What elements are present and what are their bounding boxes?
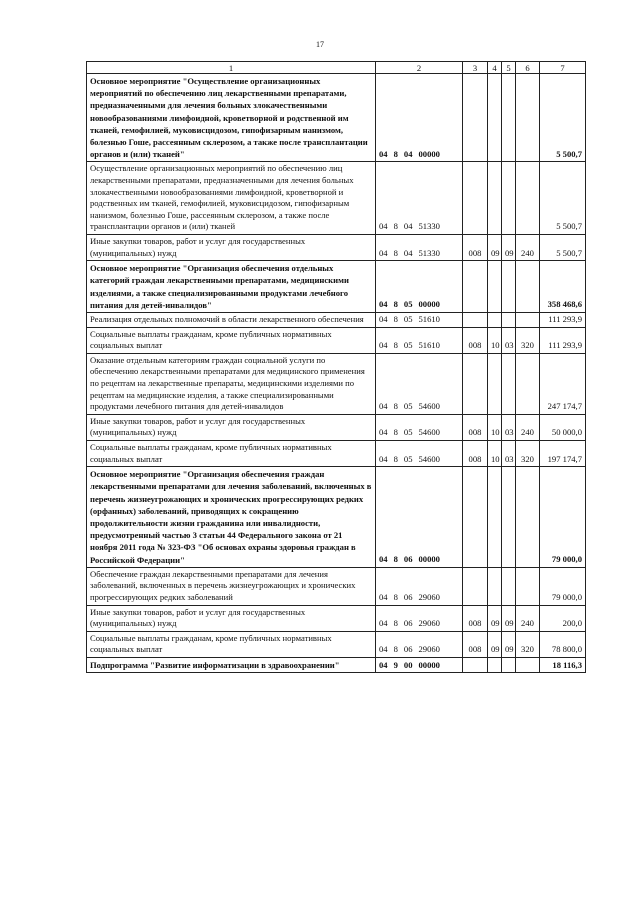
code-part: 8 [393, 313, 398, 324]
code-part: 05 [403, 299, 413, 310]
code-part: 00000 [418, 148, 440, 159]
code-part: 8 [393, 247, 398, 258]
code-part: 04 [379, 221, 388, 232]
row-vr [463, 353, 488, 414]
code-part: 04 [379, 340, 388, 351]
row-code [376, 605, 463, 631]
row-vr: 008 [463, 605, 488, 631]
code-part: 04 [403, 148, 413, 159]
column-header: 3 [463, 62, 488, 74]
row-st: 240 [516, 605, 540, 631]
row-code [376, 74, 463, 162]
row-name: Социальные выплаты гражданам, кроме публичных нормативных социальных выплат [87, 327, 376, 353]
table-row [87, 605, 586, 631]
row-rz: 09 [488, 631, 502, 657]
code-part: 06 [403, 618, 413, 629]
table-row [87, 312, 586, 327]
page-number: 17 [316, 40, 324, 49]
row-rz [488, 657, 502, 672]
code-part: 29060 [418, 591, 440, 602]
table-row [87, 567, 586, 605]
row-sum: 50 000,0 [540, 414, 586, 440]
row-rz [488, 162, 502, 235]
code-part: 8 [393, 401, 398, 412]
row-pr [502, 261, 516, 313]
code-part: 04 [379, 591, 388, 602]
row-vr: 008 [463, 440, 488, 466]
column-header: 5 [502, 62, 516, 74]
row-code [376, 440, 463, 466]
column-header: 7 [540, 62, 586, 74]
row-sum: 197 174,7 [540, 440, 586, 466]
table-row [87, 414, 586, 440]
code-part: 8 [393, 340, 398, 351]
code-part: 00000 [418, 299, 440, 310]
row-vr: 008 [463, 327, 488, 353]
table-row [87, 657, 586, 672]
row-code [376, 631, 463, 657]
code-part: 04 [379, 247, 388, 258]
table-row [87, 631, 586, 657]
code-part: 05 [403, 427, 413, 438]
row-sum: 5 500,7 [540, 234, 586, 260]
row-rz [488, 353, 502, 414]
column-header: 4 [488, 62, 502, 74]
code-part: 51330 [418, 247, 440, 258]
code-part: 8 [393, 148, 398, 159]
code-part: 8 [393, 299, 398, 310]
row-code [376, 162, 463, 235]
row-name: Иные закупки товаров, работ и услуг для государственных (муниципальных) нужд [87, 414, 376, 440]
row-sum: 200,0 [540, 605, 586, 631]
row-name: Иные закупки товаров, работ и услуг для государственных (муниципальных) нужд [87, 605, 376, 631]
table-row [87, 440, 586, 466]
row-pr: 03 [502, 327, 516, 353]
row-vr: 008 [463, 631, 488, 657]
row-sum: 78 800,0 [540, 631, 586, 657]
row-st [516, 467, 540, 568]
code-part: 04 [403, 247, 413, 258]
row-rz [488, 261, 502, 313]
column-number-row [87, 62, 586, 74]
code-part: 54600 [418, 427, 440, 438]
row-rz: 10 [488, 327, 502, 353]
row-code [376, 261, 463, 313]
row-rz [488, 467, 502, 568]
code-part: 06 [403, 591, 413, 602]
code-part: 04 [379, 299, 388, 310]
code-part: 04 [379, 644, 388, 655]
row-sum: 358 468,6 [540, 261, 586, 313]
code-part: 8 [393, 453, 398, 464]
row-vr: 008 [463, 234, 488, 260]
row-st: 320 [516, 631, 540, 657]
row-rz [488, 567, 502, 605]
table-row [87, 234, 586, 260]
code-part: 05 [403, 401, 413, 412]
row-st: 320 [516, 327, 540, 353]
code-part: 06 [403, 554, 413, 565]
code-part: 05 [403, 453, 413, 464]
row-sum: 5 500,7 [540, 162, 586, 235]
row-code [376, 234, 463, 260]
row-name: Основное мероприятие "Организация обеспечения граждан лекарственными препаратами для лечения заболеваний, включенных в перечень жизнеугрожающих и хронических прогрессирующих редких (орфанных) заболеваний, приводящих к сокращению продолжительности жизни гражданина или инвалидности, предусмотренный частью 3 статьи 44 Федерального закона от 21 ноября 2011 года № 323-ФЗ "Об основах охраны здоровья граждан в Российской Федерации" [87, 467, 376, 568]
code-part: 04 [403, 221, 413, 232]
row-st [516, 261, 540, 313]
row-sum: 79 000,0 [540, 467, 586, 568]
row-name: Осуществление организационных мероприятий по обеспечению лиц лекарственными препаратами, предназначенными для лечения больных злокачественными новообразованиями лимфоидной, кроветворной и родственных им тканей, гемофилией, муковисцидозом, гипофизарным нанизмом, болезнью Гоше, рассеянным склерозом, а также после трансплантации органов и (или) тканей [87, 162, 376, 235]
code-part: 54600 [418, 401, 440, 412]
row-st: 240 [516, 414, 540, 440]
row-pr [502, 467, 516, 568]
row-vr: 008 [463, 414, 488, 440]
row-vr [463, 657, 488, 672]
table-row [87, 327, 586, 353]
row-name: Иные закупки товаров, работ и услуг для государственных (муниципальных) нужд [87, 234, 376, 260]
row-pr: 09 [502, 631, 516, 657]
row-sum: 111 293,9 [540, 312, 586, 327]
row-rz [488, 74, 502, 162]
table-row [87, 74, 586, 162]
code-part: 51610 [418, 313, 440, 324]
row-name: Обеспечение граждан лекарственными препаратами для лечения заболеваний, включенных в перечень жизнеугрожающих и хронических прогрессирующих редких заболеваний [87, 567, 376, 605]
code-part: 04 [379, 401, 388, 412]
code-part: 04 [379, 453, 388, 464]
row-name: Социальные выплаты гражданам, кроме публичных нормативных социальных выплат [87, 631, 376, 657]
row-st [516, 353, 540, 414]
row-code [376, 353, 463, 414]
code-part: 54600 [418, 453, 440, 464]
code-part: 05 [403, 340, 413, 351]
code-part: 8 [393, 221, 398, 232]
code-part: 06 [403, 644, 413, 655]
code-part: 04 [379, 313, 388, 324]
row-pr: 03 [502, 440, 516, 466]
row-sum: 247 174,7 [540, 353, 586, 414]
row-code [376, 327, 463, 353]
row-st [516, 312, 540, 327]
row-pr [502, 312, 516, 327]
row-name: Основное мероприятие "Осуществление организационных мероприятий по обеспечению лиц лекарственными препаратами, предназначенными для лечения больных злокачественными новообразованиями лимфоидной, кроветворной и родственной им тканей, гемофилией, муковисцидозом, гипофизарным нанизмом, болезнью Гоше, рассеянным склерозом, а также после трансплантации органов и (или) тканей" [87, 74, 376, 162]
table-row [87, 261, 586, 313]
row-code [376, 657, 463, 672]
row-name: Подпрограмма "Развитие информатизации в здравоохранении" [87, 657, 376, 672]
code-part: 00000 [418, 659, 440, 670]
code-part: 51610 [418, 340, 440, 351]
row-vr [463, 312, 488, 327]
code-part: 8 [393, 427, 398, 438]
row-sum: 79 000,0 [540, 567, 586, 605]
table-body [87, 74, 586, 673]
code-part: 51330 [418, 221, 440, 232]
row-pr [502, 353, 516, 414]
code-part: 8 [393, 644, 398, 655]
row-name: Оказание отдельным категориям граждан социальной услуги по обеспечению лекарственными препаратами для медицинского применения по рецептам на лекарственные препараты, медицинскими изделиями по рецептам на медицинские изделия, а также специализированными продуктами лечебного питания для детей-инвалидов [87, 353, 376, 414]
row-code [376, 567, 463, 605]
code-part: 00 [403, 659, 413, 670]
code-part: 00000 [418, 554, 440, 565]
code-part: 8 [393, 591, 398, 602]
code-part: 8 [393, 554, 398, 565]
row-code [376, 414, 463, 440]
code-part: 04 [379, 427, 388, 438]
code-part: 29060 [418, 644, 440, 655]
row-pr: 03 [502, 414, 516, 440]
row-sum: 5 500,7 [540, 74, 586, 162]
row-st [516, 657, 540, 672]
row-pr [502, 567, 516, 605]
row-code [376, 312, 463, 327]
code-part: 8 [393, 618, 398, 629]
column-header: 1 [87, 62, 376, 74]
row-code [376, 467, 463, 568]
row-st: 240 [516, 234, 540, 260]
column-header: 2 [376, 62, 463, 74]
code-part: 04 [379, 659, 388, 670]
code-part: 29060 [418, 618, 440, 629]
row-name: Основное мероприятие "Организация обеспечения отдельных категорий граждан лекарственными препаратами, медицинскими изделиями, а также специализированными продуктами лечебного питания для детей-инвалидов" [87, 261, 376, 313]
row-rz [488, 312, 502, 327]
column-header: 6 [516, 62, 540, 74]
row-pr: 09 [502, 234, 516, 260]
table-row [87, 162, 586, 235]
table-row [87, 467, 586, 568]
row-pr [502, 162, 516, 235]
row-sum: 18 116,3 [540, 657, 586, 672]
row-name: Социальные выплаты гражданам, кроме публичных нормативных социальных выплат [87, 440, 376, 466]
code-part: 04 [379, 148, 388, 159]
row-st: 320 [516, 440, 540, 466]
table-row [87, 353, 586, 414]
row-pr [502, 657, 516, 672]
row-st [516, 567, 540, 605]
row-rz: 09 [488, 234, 502, 260]
row-rz: 09 [488, 605, 502, 631]
row-st [516, 74, 540, 162]
row-vr [463, 261, 488, 313]
code-part: 05 [403, 313, 413, 324]
row-rz: 10 [488, 440, 502, 466]
row-vr [463, 567, 488, 605]
row-vr [463, 74, 488, 162]
row-vr [463, 467, 488, 568]
row-name: Реализация отдельных полномочий в области лекарственного обеспечения [87, 312, 376, 327]
row-rz: 10 [488, 414, 502, 440]
code-part: 04 [379, 554, 388, 565]
row-sum: 111 293,9 [540, 327, 586, 353]
row-st [516, 162, 540, 235]
budget-table [86, 61, 586, 673]
row-pr [502, 74, 516, 162]
row-pr: 09 [502, 605, 516, 631]
code-part: 9 [393, 659, 398, 670]
row-vr [463, 162, 488, 235]
code-part: 04 [379, 618, 388, 629]
